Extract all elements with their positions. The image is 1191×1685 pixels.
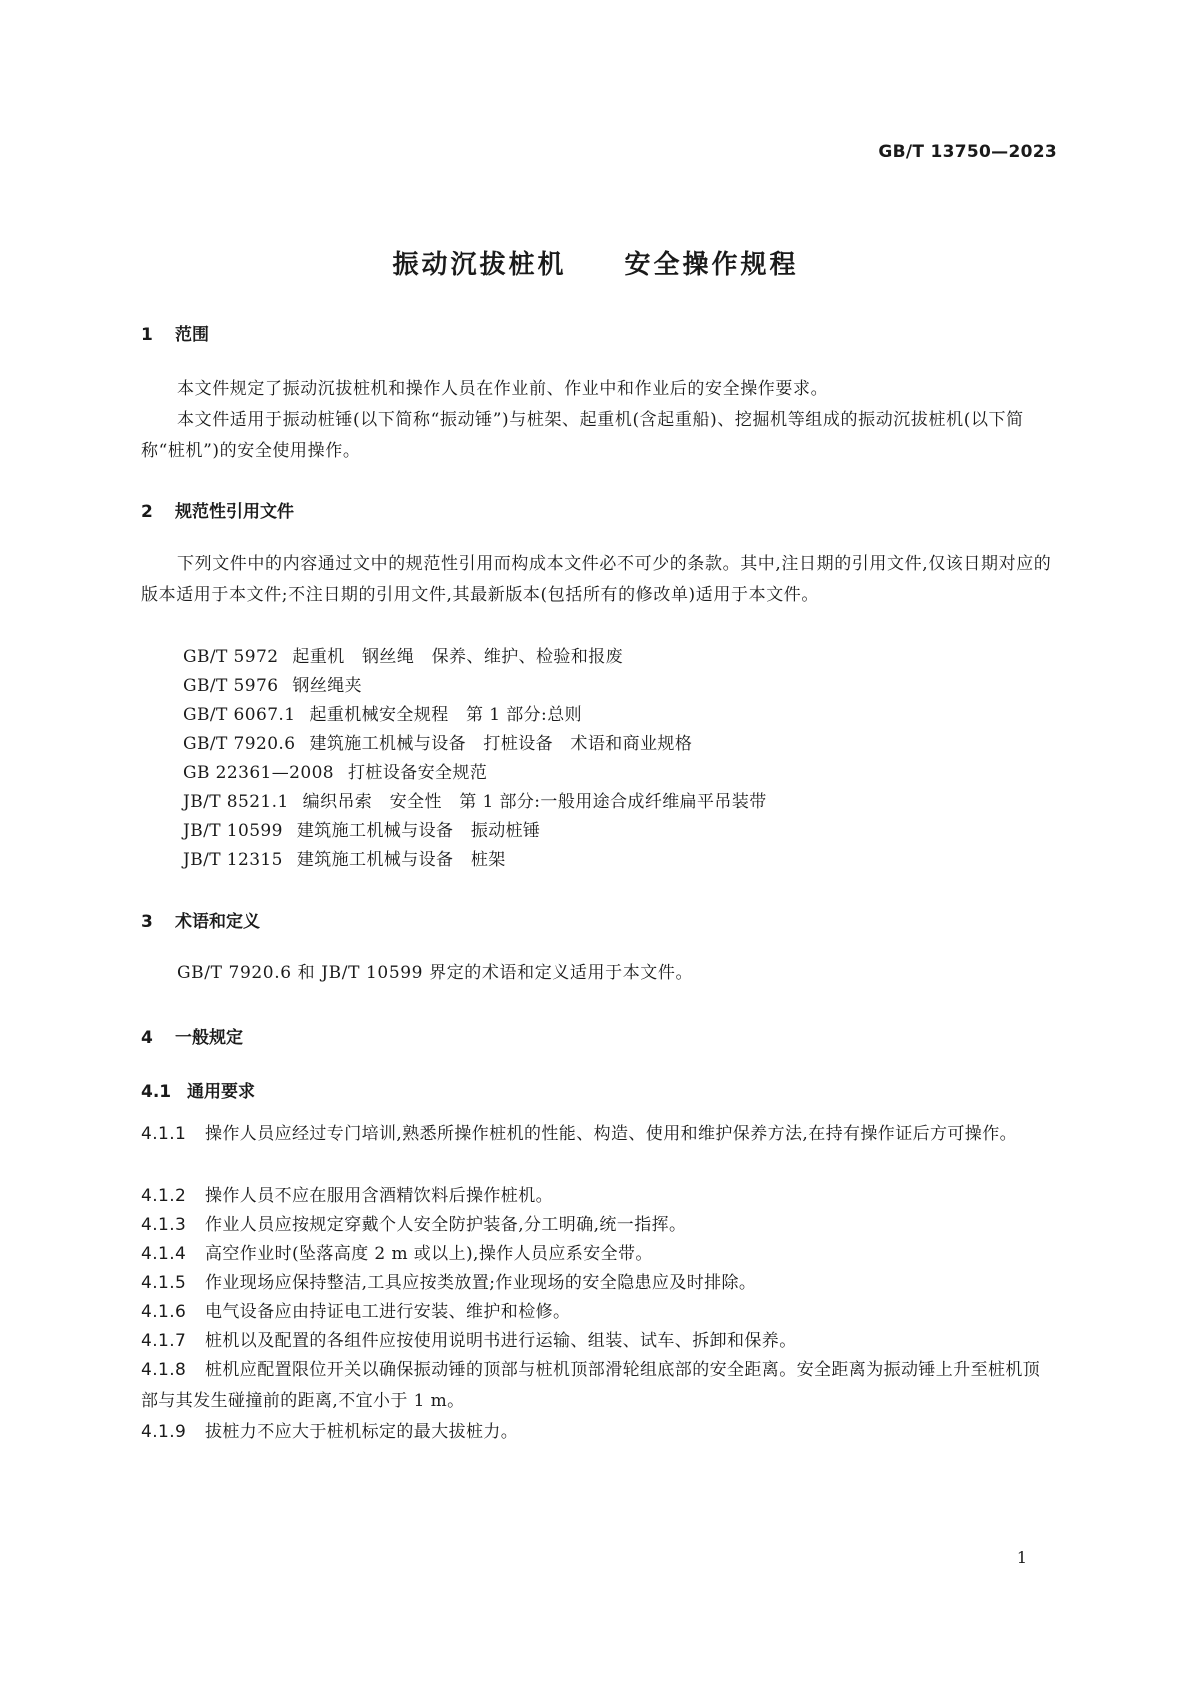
clause-text: 操作人员应经过专门培训,熟悉所操作桩机的性能、构造、使用和维护保养方法,在持有操作证后方可操作。 [205,1124,1018,1144]
section-number: 3 [141,912,153,932]
clause-item [141,1119,1057,1150]
reference-code: GB/T 7920.6 [183,734,296,754]
reference-title: 编织吊索 安全性 第 1 部分:一般用途合成纤维扁平吊装带 [302,792,767,812]
clause-number: 4.1.8 [141,1360,187,1380]
section-heading-3 [141,907,260,932]
clause-number: 4.1.7 [141,1331,187,1351]
clause-text: 作业人员应按规定穿戴个人安全防护装备,分工明确,统一指挥。 [205,1215,687,1235]
clause-item [141,1326,1057,1357]
paragraph [141,405,1057,467]
reference-code: GB/T 5972 [183,647,279,667]
section-number: 2 [141,502,153,522]
clause-number: 4.1.5 [141,1273,187,1293]
clause-number: 4.1.1 [141,1124,187,1144]
subsection-number: 4.1 [141,1082,172,1102]
reference-item [183,642,623,667]
subsection-heading-4-1 [141,1077,255,1102]
clause-number: 4.1.9 [141,1422,187,1442]
reference-code: JB/T 10599 [183,821,283,841]
reference-item [183,816,540,841]
reference-code: GB/T 6067.1 [183,705,296,725]
reference-code: GB 22361—2008 [183,763,335,783]
clause-number: 4.1.6 [141,1302,187,1322]
clause-text: 操作人员不应在服用含酒精饮料后操作桩机。 [205,1186,553,1206]
clause-item [141,1268,1057,1299]
document-title: 振动沉拔桩机 安全操作规程 [392,250,799,280]
section-title: 范围 [175,325,209,345]
paragraph-text: 本文件适用于振动桩锤(以下简称“振动锤”)与桩架、起重机(含起重船)、挖掘机等组成的振动沉拔桩机(以下简称“桩机”)的安全使用操作。 [141,410,1024,461]
section-heading-1 [141,320,209,345]
section-title: 一般规定 [175,1028,243,1048]
clause-number: 4.1.3 [141,1215,187,1235]
reference-code: JB/T 8521.1 [183,792,289,812]
reference-item [183,729,692,754]
subsection-title: 通用要求 [187,1082,255,1102]
reference-item [183,758,487,783]
reference-item [183,845,506,870]
reference-title: 钢丝绳夹 [292,676,363,696]
standard-code: GB/T 13750—2023 [878,142,1057,162]
clause-number: 4.1.2 [141,1186,187,1206]
clause-number: 4.1.4 [141,1244,187,1264]
section-number: 1 [141,325,153,345]
reference-code: JB/T 12315 [183,850,283,870]
paragraph-text: GB/T 7920.6 和 JB/T 10599 界定的术语和定义适用于本文件。 [177,963,694,983]
paragraph [141,549,1057,611]
paragraph [141,374,1057,405]
reference-title: 打桩设备安全规范 [348,763,488,783]
section-heading-2 [141,497,294,522]
clause-text: 作业现场应保持整洁,工具应按类放置;作业现场的安全隐患应及时排除。 [205,1273,757,1293]
clause-item [141,1355,1057,1417]
page-number: 1 [1016,1548,1027,1567]
reference-title: 起重机械安全规程 第 1 部分:总则 [309,705,582,725]
clause-item [141,1417,1057,1448]
clause-text: 桩机应配置限位开关以确保振动锤的顶部与桩机顶部滑轮组底部的安全距离。安全距离为振动锤上升至桩机顶部与其发生碰撞前的距离,不宜小于 1 m。 [141,1360,1041,1411]
reference-code: GB/T 5976 [183,676,279,696]
clause-text: 拔桩力不应大于桩机标定的最大拔桩力。 [205,1422,519,1442]
section-title: 规范性引用文件 [175,502,294,522]
clause-item [141,1239,1057,1270]
clause-text: 电气设备应由持证电工进行安装、维护和检修。 [205,1302,571,1322]
reference-title: 起重机 钢丝绳 保养、维护、检验和报废 [292,647,624,667]
reference-title: 建筑施工机械与设备 振动桩锤 [296,821,541,841]
clause-item [141,1210,1057,1241]
paragraph-text: 本文件规定了振动沉拔桩机和操作人员在作业前、作业中和作业后的安全操作要求。 [177,379,829,399]
clause-text: 桩机以及配置的各组件应按使用说明书进行运输、组装、试车、拆卸和保养。 [205,1331,797,1351]
reference-title: 建筑施工机械与设备 桩架 [296,850,506,870]
reference-item [183,700,582,725]
section-number: 4 [141,1028,153,1048]
reference-item [183,671,362,696]
clause-text: 高空作业时(坠落高度 2 m 或以上),操作人员应系安全带。 [205,1244,653,1264]
reference-title: 建筑施工机械与设备 打桩设备 术语和商业规格 [309,734,693,754]
section-title: 术语和定义 [175,912,260,932]
clause-item [141,1297,1057,1328]
clause-item [141,1181,1057,1212]
section-heading-4 [141,1023,243,1048]
paragraph-text: 下列文件中的内容通过文中的规范性引用而构成本文件必不可少的条款。其中,注日期的引用文件,仅该日期对应的版本适用于本文件;不注日期的引用文件,其最新版本(包括所有的修改单)适用于本文件。 [141,554,1052,605]
reference-item [183,787,767,812]
paragraph [141,958,1057,989]
